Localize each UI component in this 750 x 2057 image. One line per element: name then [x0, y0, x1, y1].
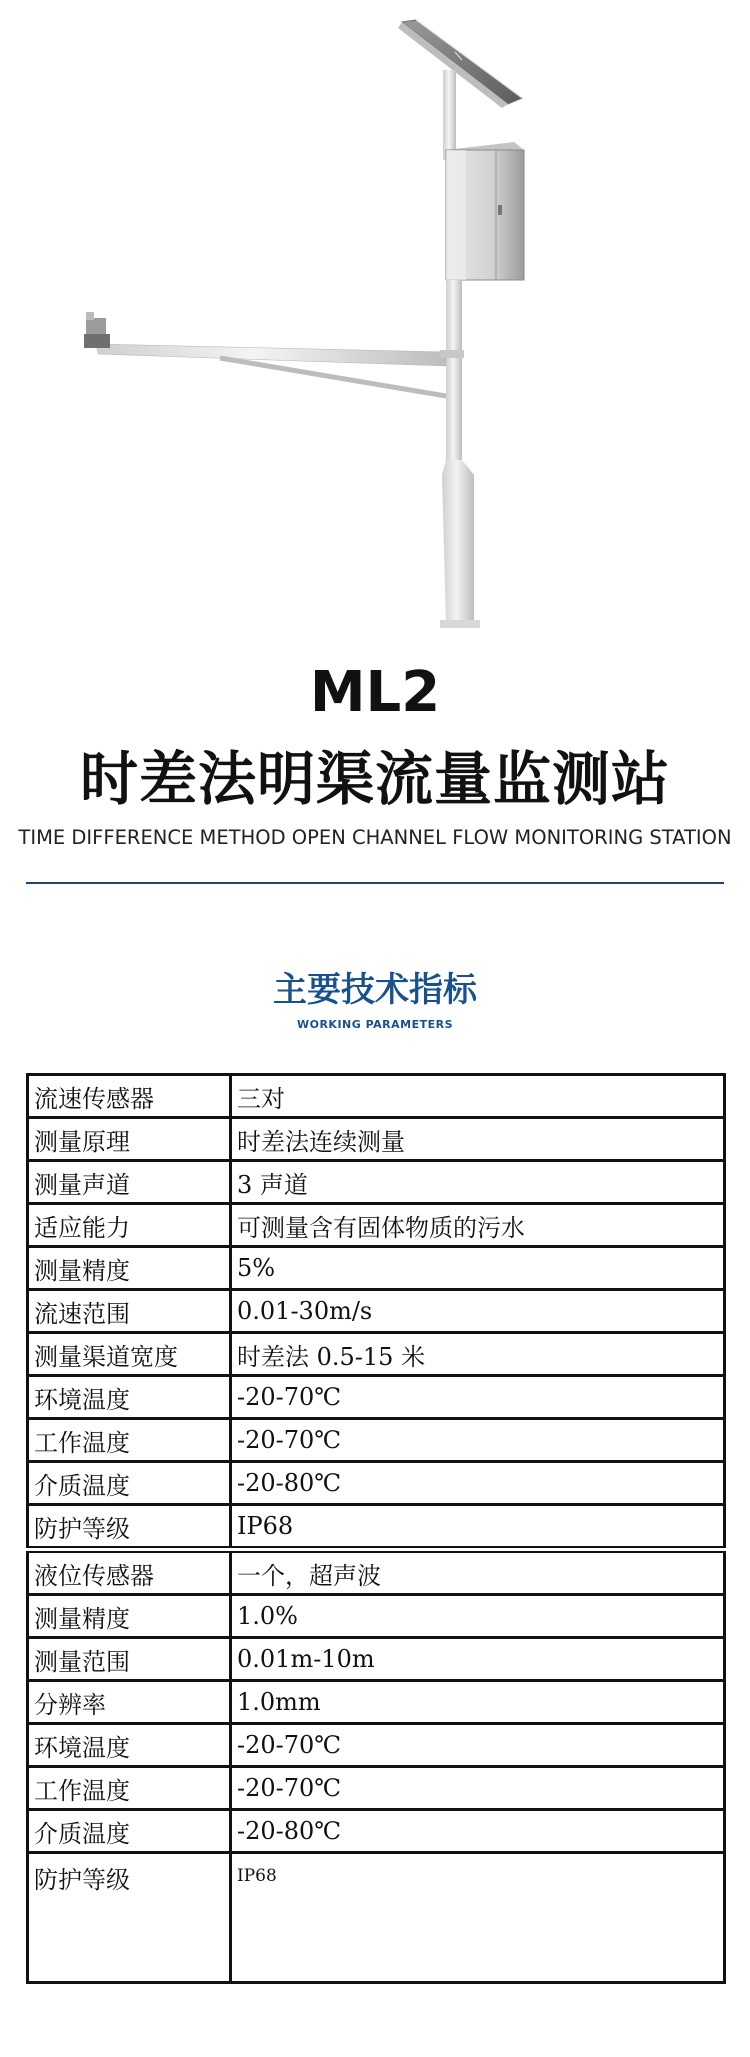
param-value: 5% [231, 1247, 725, 1290]
table-row [28, 1247, 725, 1290]
table-row [28, 1376, 725, 1419]
param-name: 测量精度 [28, 1247, 231, 1290]
table-row [28, 1550, 725, 1595]
table-row [28, 1118, 725, 1161]
main-pole [440, 280, 480, 628]
table-row [28, 1075, 725, 1118]
param-value: 时差法 0.5-15 米 [231, 1333, 725, 1376]
param-value: 3 声道 [231, 1161, 725, 1204]
solar-panel [398, 20, 522, 108]
table-row [28, 1810, 725, 1853]
param-value: 1.0mm [231, 1681, 725, 1724]
param-value: -20-80℃ [231, 1810, 725, 1853]
table-row [28, 1681, 725, 1724]
param-name: 流速传感器 [28, 1075, 231, 1118]
product-title: 时差法明渠流量监测站 [79, 745, 670, 813]
param-value: 0.01-30m/s [231, 1290, 725, 1333]
param-value: 1.0% [231, 1595, 725, 1638]
param-name: 液位传感器 [28, 1550, 231, 1595]
param-value: 时差法连续测量 [231, 1118, 725, 1161]
param-name: 工作温度 [28, 1767, 231, 1810]
product-photo [0, 0, 750, 640]
param-name: 环境温度 [28, 1724, 231, 1767]
param-value: -20-80℃ [231, 1462, 725, 1505]
param-name: 介质温度 [28, 1462, 231, 1505]
param-value: 三对 [231, 1075, 725, 1118]
param-name: 分辨率 [28, 1681, 231, 1724]
param-value: -20-70℃ [231, 1767, 725, 1810]
upper-mast [443, 70, 456, 160]
cross-arm [96, 344, 464, 396]
param-value: 可测量含有固体物质的污水 [231, 1204, 725, 1247]
section-title: 主要技术指标 [273, 970, 477, 1010]
param-value: 一个，超声波 [231, 1550, 725, 1595]
param-name: 测量渠道宽度 [28, 1333, 231, 1376]
table-row [28, 1505, 725, 1550]
table-row [28, 1462, 725, 1505]
table-row [28, 1724, 725, 1767]
divider [26, 882, 724, 884]
param-name: 环境温度 [28, 1376, 231, 1419]
table-row [28, 1161, 725, 1204]
param-name: 工作温度 [28, 1419, 231, 1462]
param-name: 测量范围 [28, 1638, 231, 1681]
table-row [28, 1595, 725, 1638]
param-value: -20-70℃ [231, 1419, 725, 1462]
table-row [28, 1638, 725, 1681]
model-number: ML2 [309, 660, 441, 725]
table-row [28, 1333, 725, 1376]
table-row [28, 1204, 725, 1247]
param-name: 介质温度 [28, 1810, 231, 1853]
param-name: 测量声道 [28, 1161, 231, 1204]
control-cabinet [446, 142, 524, 280]
param-name: 流速范围 [28, 1290, 231, 1333]
param-name: 测量原理 [28, 1118, 231, 1161]
product-title-english: TIME DIFFERENCE METHOD OPEN CHANNEL FLOW MONITORING STATION [18, 826, 732, 849]
parameters-table [26, 1073, 726, 1984]
spec-table [26, 1073, 726, 1984]
sensor-head [84, 312, 110, 348]
param-value: IP68 [231, 1505, 725, 1550]
table-row [28, 1853, 725, 1983]
param-name: 测量精度 [28, 1595, 231, 1638]
section-subtitle: WORKING PARAMETERS [296, 1018, 454, 1031]
param-value: 0.01m-10m [231, 1638, 725, 1681]
param-name: 防护等级 [28, 1853, 231, 1983]
param-value: IP68 [231, 1853, 725, 1983]
param-value: -20-70℃ [231, 1376, 725, 1419]
param-name: 适应能力 [28, 1204, 231, 1247]
table-row [28, 1767, 725, 1810]
table-row [28, 1419, 725, 1462]
param-name: 防护等级 [28, 1505, 231, 1550]
param-value: -20-70℃ [231, 1724, 725, 1767]
table-row [28, 1290, 725, 1333]
